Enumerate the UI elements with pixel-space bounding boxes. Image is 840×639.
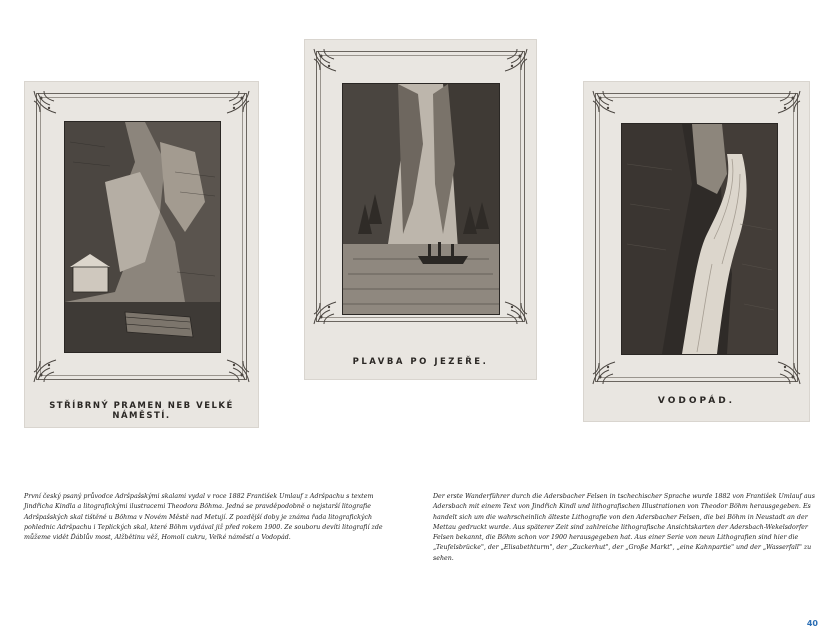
corner-ornament-icon (503, 47, 529, 73)
corner-ornament-icon (225, 358, 251, 384)
czech-description: První český psaný průvodce Adršpašskými skalami vydal v roce 1882 František Umlauf z Adršpachu s textem Jindřicha Kindla a litografickými ilustracemi Theodora Böhma. Jedná se pravděpodobně o nejstarší litografie Adršpašských skal tištěné u Böhma v Novém Městě nad Metují. Z pozdější doby je známa řada litografických pohlednic Adršpachu i Teplických skal, které Böhm vydával již před rokem 1900. Ze souboru devíti litografií zde můžeme vidět Ďáblův most, Alžbětinu věž, Homoli cukru, Velké náměstí a Vodopád. (24, 493, 383, 542)
corner-ornament-icon (312, 47, 338, 73)
corner-ornament-icon (776, 89, 802, 115)
plate-caption: PLAVBA PO JEZEŘE. (352, 357, 489, 367)
corner-ornament-icon (591, 89, 617, 115)
corner-ornament-icon (32, 89, 58, 115)
corner-ornament-icon (312, 300, 338, 326)
german-description: Der erste Wanderführer durch die Adersbacher Felsen in tschechischer Sprache wurde 1882 von František Umlauf aus Adersbach mit einem Text von Jindřich Kindl und lithografischen Illustrationen von Theodor Böhm herausgegeben. Es handelt sich um die wahrscheinlich älteste Lithografie von den Adersbacher Felsen, die bei Böhm in Neustadt an der Mettau gedruckt wurde. Aus späterer Zeit sind zahlreiche lithografische Ansichtskarten der Adersbach-Wekelsdorfer Felsen bekannt, die Böhm schon vor 1900 herausgegeben hat. Aus einer Serie von neun Lithografien sind hier die „Teufelsbrücke", der „Elisabethturm", der „Zuckerhut", der „Große Markt", „eine Kahnpartie" und der „Wasserfall" zu sehen. (433, 493, 815, 562)
lithograph-waterfall (621, 123, 778, 355)
corner-ornament-icon (776, 360, 802, 386)
corner-ornament-icon (32, 358, 58, 384)
corner-ornament-icon (503, 300, 529, 326)
plate-waterfall (583, 81, 810, 422)
lithograph-silver-spring (64, 121, 221, 353)
corner-ornament-icon (225, 89, 251, 115)
plate-caption: STŘÍBRNÝ PRAMEN NEB VELKÉ NÁMĚSTÍ. (49, 401, 234, 421)
plate-caption: VODOPÁD. (657, 396, 736, 406)
page-number: 40 (806, 619, 818, 628)
lithograph-boat-ride (342, 83, 500, 315)
corner-ornament-icon (591, 360, 617, 386)
plate-boat-ride (304, 39, 537, 380)
plate-silver-spring (24, 81, 259, 428)
